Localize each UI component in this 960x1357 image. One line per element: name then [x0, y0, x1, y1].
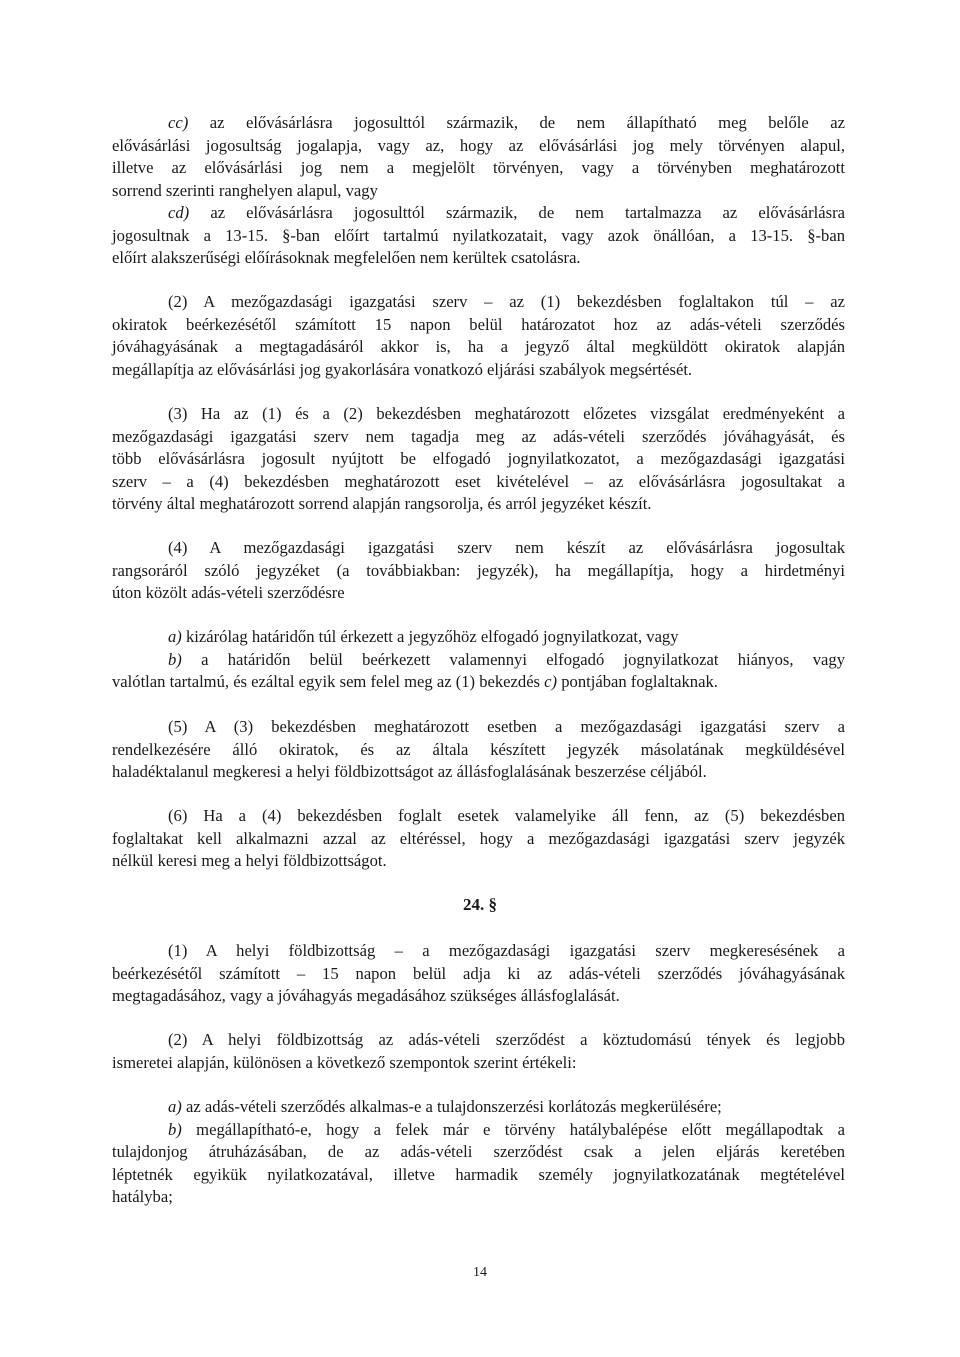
text-line: okiratok beérkezésétől számított 15 napon belül határozatot hoz az adás-vételi szerződés [112, 314, 845, 334]
text-line: beérkezésétől számított – 15 napon belül adja ki az adás-vételi szerződés jóváhagyásának [112, 963, 845, 983]
paragraph-4 [112, 537, 845, 605]
text-line: jogosultnak a 13-15. §-ban előírt tartalmú nyilatkozatait, vagy azok önállóan, a 13-15. §-ban [112, 225, 845, 245]
text-line: törvény által meghatározott sorrend alapján rangsorolja, és arról jegyzéket készít. [112, 494, 652, 514]
text-fragment: pontjában foglaltaknak. [557, 672, 718, 692]
item-label: b) [168, 1119, 182, 1139]
text-line: ismeretei alapján, különösen a következő szempontok szerint értékeli: [112, 1052, 577, 1072]
text-line: rendelkezésére álló okiratok, és az általa készített jegyzék másolatának megküldésével [112, 739, 845, 759]
text-line: a határidőn belül beérkezett valamennyi elfogadó jognyilatkozat hiányos, vagy [201, 649, 845, 669]
text-line: az elővásárlásra jogosulttól származik, de nem állapítható meg belőle az [209, 113, 846, 132]
text-line: (5) A (3) bekezdésben meghatározott esetben a mezőgazdasági igazgatási szerv a [168, 717, 845, 736]
paragraph-cc [112, 112, 845, 202]
item-label: a) [168, 1097, 182, 1116]
section-heading: 24. § [463, 895, 497, 914]
item-label: cc) [168, 113, 189, 132]
text-line: foglaltakat kell alkalmazni azzal az eltéréssel, hogy a mezőgazdasági igazgatási szerv jegyzék [112, 828, 845, 848]
text-line: haladéktalanul megkeresi a helyi földbizottságot az állásfoglalásának beszerzése céljából. [112, 762, 707, 782]
text-line: több elővásárlásra jogosult nyújtott be elfogadó jognyilatkozatot, a mezőgazdasági igazgatási [112, 449, 845, 469]
text-line: tulajdonjog átruházásában, de az adás-vételi szerződést csak a jelen eljárás keretében [112, 1142, 845, 1162]
paragraph-3 [112, 403, 845, 516]
text-line: előírt alakszerűségi előírásoknak megfelelően nem kerültek csatolásra. [112, 248, 581, 268]
text-line: elővásárlási jogosultság jogalapja, vagy az, hogy az elővásárlási jog mely törvényen alapul, [112, 135, 845, 155]
paragraph-2 [112, 291, 845, 381]
text-line: megállapítható-e, hogy a felek már e törvény hatálybalépése előtt megállapodtak a [196, 1119, 845, 1139]
text-line: jóváhagyásának a megtagadásáról akkor is, ha a jegyző által megküldött okiratok alapján [112, 337, 845, 357]
paragraph-cd [112, 202, 845, 270]
text-line: (2) A helyi földbizottság az adás-vételi szerződést a köztudomású tények és legjobb [168, 1030, 845, 1049]
section-24-paragraph-2 [112, 1029, 845, 1074]
paragraph-6 [112, 805, 845, 873]
item-label: b) [168, 649, 182, 669]
text-line: hatályba; [112, 1187, 173, 1207]
paragraph-4-items [112, 626, 845, 694]
item-label: a) [168, 627, 182, 646]
text-line: rangsoráról szóló jegyzéket (a továbbiakban: jegyzék), ha megállapítja, hogy a hirdetményi [112, 560, 845, 580]
item-label: c) [544, 672, 558, 692]
text-line: (3) Ha az (1) és a (2) bekezdésben meghatározott előzetes vizsgálat eredményeként a [168, 404, 845, 423]
text-line: az adás-vételi szerződés alkalmas-e a tulajdonszerzési korlátozás megkerülésére; [185, 1097, 722, 1116]
section-24-items [112, 1096, 845, 1209]
text-line: úton közölt adás-vételi szerződésre [112, 583, 345, 603]
text-line: kizárólag határidőn túl érkezett a jegyzőhöz elfogadó jognyilatkozat, vagy [185, 627, 679, 646]
paragraph-5 [112, 716, 845, 784]
text-line: megállapítja az elővásárlási jog gyakorlására vonatkozó eljárási szabályok megsértését. [112, 359, 693, 379]
text-fragment: valótlan tartalmú, és ezáltal egyik sem felel meg az (1) bekezdés [112, 672, 545, 692]
text-line: szerv – a (4) bekezdésben meghatározott eset kivételével – az elővásárlásra jogosultakat a [112, 471, 845, 491]
text-line: megtagadásához, vagy a jóváhagyás megadásához szükséges állásfoglalását. [112, 986, 620, 1006]
text-line: (2) A mezőgazdasági igazgatási szerv – az (1) bekezdésben foglaltakon túl – az [168, 292, 845, 311]
text-line: (4) A mezőgazdasági igazgatási szerv nem készít az elővásárlásra jogosultak [168, 538, 845, 557]
item-label: cd) [168, 203, 190, 222]
text-line: nélkül keresi meg a helyi földbizottságot. [112, 851, 387, 871]
text-line: az elővásárlásra jogosulttól származik, de nem tartalmazza az elővásárlásra [210, 203, 845, 222]
text-line: (1) A helyi földbizottság – a mezőgazdasági igazgatási szerv megkeresésének a [168, 941, 845, 960]
text-line: sorrend szerinti ranghelyen alapul, vagy [112, 180, 378, 200]
page-number: 14 [473, 1265, 487, 1280]
text-line: (6) Ha a (4) bekezdésben foglalt esetek valamelyike áll fenn, az (5) bekezdésben [168, 806, 845, 825]
text-line: mezőgazdasági igazgatási szerv nem tagadja meg az adás-vételi szerződés jóváhagyását, és [112, 426, 845, 446]
section-24-paragraph-1 [112, 940, 845, 1008]
text-line: léptetnék egyikük nyilatkozatával, illetve harmadik személy jognyilatkozatának megtételével [112, 1164, 845, 1184]
text-line: illetve az elővásárlási jog nem a megjelölt törvényen, vagy a törvényben meghatározott [112, 158, 845, 178]
